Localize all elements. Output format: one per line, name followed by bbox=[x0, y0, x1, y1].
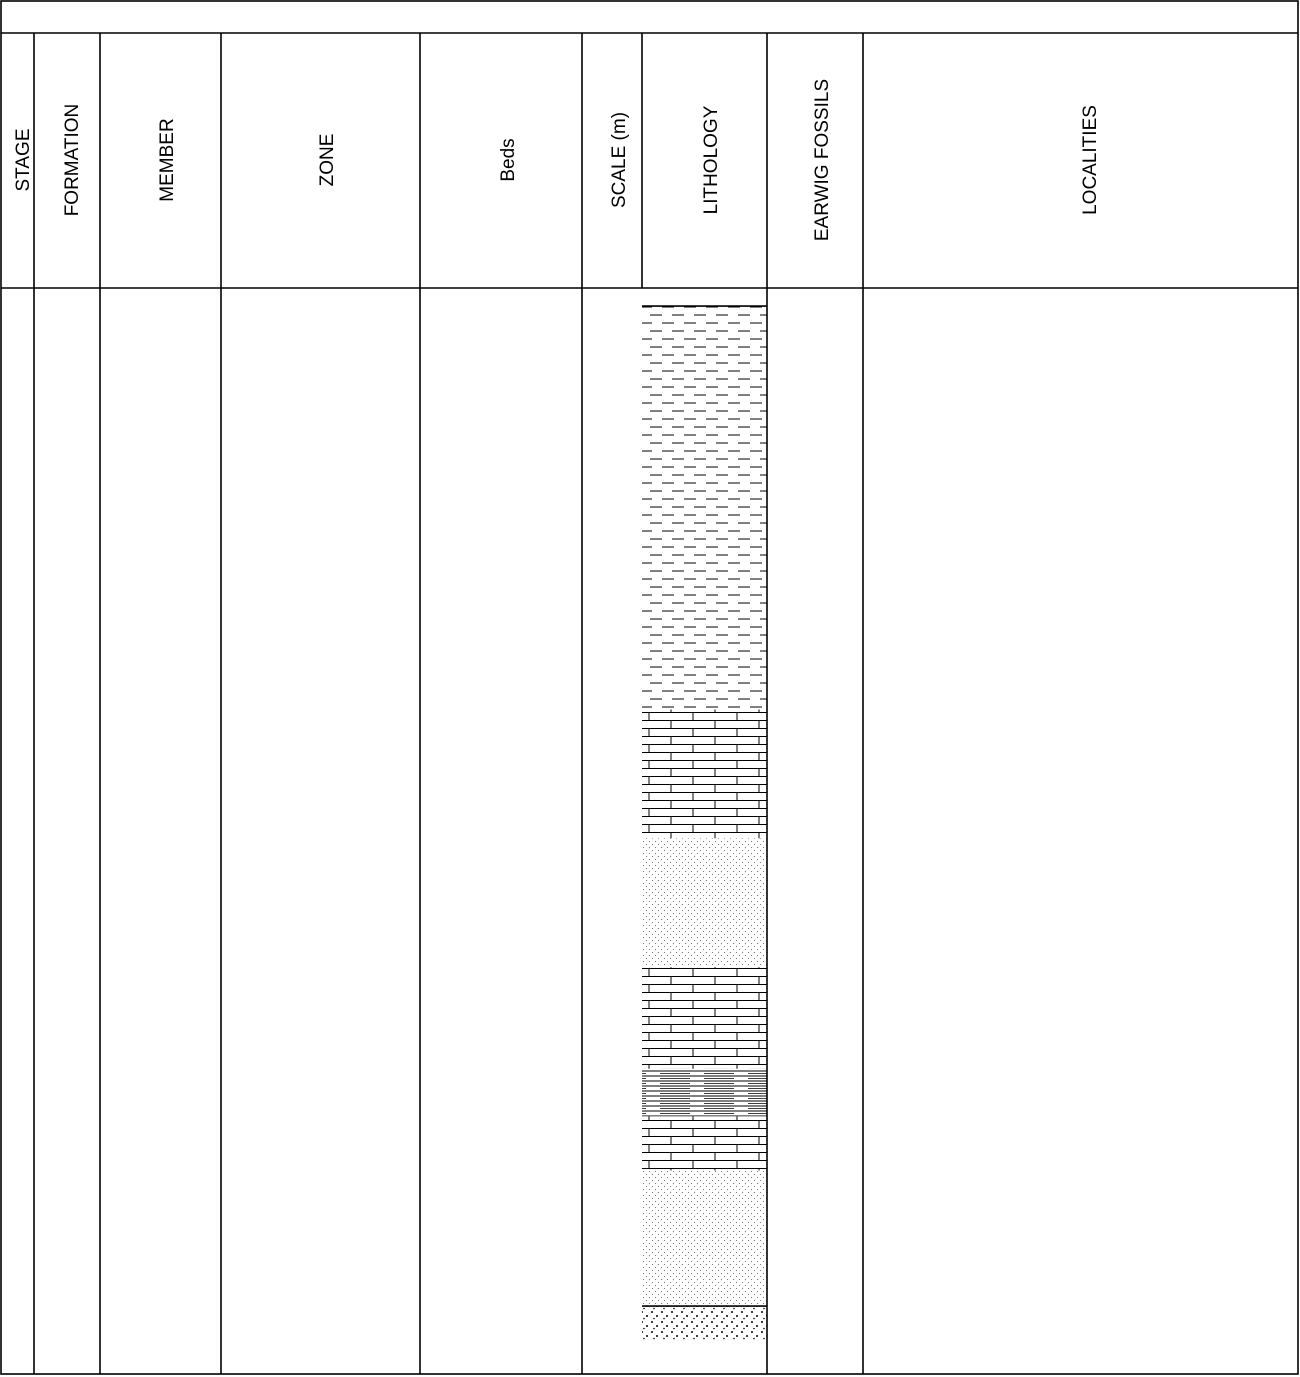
header-beds: Beds bbox=[498, 138, 519, 182]
header-lithology: LITHOLOGY bbox=[701, 105, 722, 215]
lithology-layer-limestone bbox=[642, 967, 767, 1069]
header-scale: SCALE (m) bbox=[609, 111, 630, 209]
header-zone: ZONE bbox=[317, 133, 338, 187]
header-formation: FORMATION bbox=[62, 103, 83, 217]
lithology-layer-laminated bbox=[642, 1069, 767, 1116]
lithology-layer-limestone bbox=[642, 709, 767, 838]
lithology-layer-limestone bbox=[642, 1116, 767, 1170]
header-stage: STAGE bbox=[13, 128, 34, 192]
lithology-layer-mudstone bbox=[642, 306, 767, 709]
header-member: MEMBER bbox=[157, 118, 178, 202]
header-localities: LOCALITIES bbox=[1080, 105, 1101, 215]
lithology-layer-sandstone bbox=[642, 1306, 767, 1340]
lithology-layer-shale bbox=[642, 838, 767, 967]
header-earwig-fossils: EARWIG FOSSILS bbox=[812, 78, 833, 242]
lithology-layer-shale bbox=[642, 1171, 767, 1307]
